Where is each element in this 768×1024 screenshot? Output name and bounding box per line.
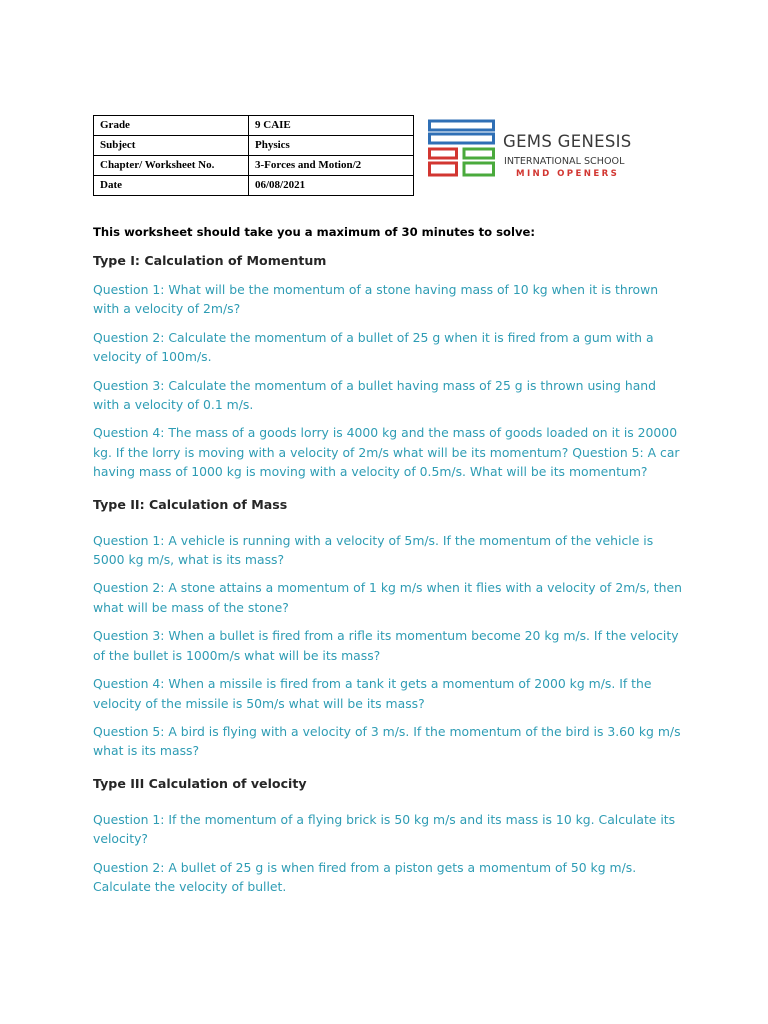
question: Question 1: A vehicle is running with a velocity of 5m/s. If the momentum of the vehicle is 5000 kg m/s, what is its mass? (93, 532, 654, 568)
table-row (94, 136, 414, 156)
logo-mark-icon (428, 119, 498, 179)
intro-text: This worksheet should take you a maximum of 30 minutes to solve: (93, 225, 536, 239)
date-label: Date (94, 176, 249, 196)
chapter-label: Chapter/ Worksheet No. (94, 156, 249, 176)
section-momentum (93, 252, 683, 482)
section-heading: Type II: Calculation of Mass (93, 496, 288, 512)
info-table (93, 115, 414, 196)
subject-value: Physics (249, 136, 414, 156)
question: Question 2: Calculate the momentum of a bullet of 25 g when it is fired from a gum with a velocity of 100m/s. (93, 329, 654, 365)
school-tagline: MIND OPENERS (516, 169, 620, 179)
question: Question 2: A stone attains a momentum of 1 kg m/s when it flies with a velocity of 2m/s, then what will be mass of the stone? (93, 580, 682, 615)
question: Question 4: When a missile is fired from a tank it gets a momentum of 2000 kg m/s. If the velocity of the missile is 50m/s what will be its mass? (93, 676, 652, 711)
subject-label: Subject (94, 136, 249, 156)
table-row (94, 116, 414, 136)
table-row (94, 176, 414, 196)
school-name: GEMS GENESIS (503, 132, 632, 151)
table-row (94, 156, 414, 176)
chapter-value: 3-Forces and Motion/2 (249, 156, 414, 176)
section-heading: Type III Calculation of velocity (93, 775, 307, 791)
question: Question 5: A bird is flying with a velocity of 3 m/s. If the momentum of the bird is 3.60 kg m/s what is its mass? (93, 723, 681, 759)
question: Question 3: Calculate the momentum of a bullet having mass of 25 g is thrown using hand with a velocity of 0.1 m/s. (93, 377, 657, 413)
question: Question 3: When a bullet is fired from a rifle its momentum become 20 kg m/s. If the velocity of the bullet is 1000m/s what will be its mass? (93, 628, 679, 663)
section-velocity (93, 775, 683, 897)
question: Question 2: A bullet of 25 g is when fired from a piston gets a momentum of 50 kg m/s. Calculate the velocity of bullet. (93, 859, 637, 894)
worksheet-content (93, 222, 683, 896)
date-value: 06/08/2021 (249, 176, 414, 196)
section-mass (93, 496, 683, 761)
school-subtitle: INTERNATIONAL SCHOOL (504, 156, 625, 167)
school-logo (428, 119, 654, 179)
question: Question 1: If the momentum of a flying brick is 50 kg m/s and its mass is 10 kg. Calculate its velocity? (93, 811, 676, 847)
grade-label: Grade (94, 116, 249, 136)
grade-value: 9 CAIE (249, 116, 414, 136)
section-heading: Type I: Calculation of Momentum (93, 253, 327, 268)
question: Question 4: The mass of a goods lorry is 4000 kg and the mass of goods loaded on it is 20000 kg. If the lorry is moving with a velocity of 2m/s what will be its momentum? Question 5: A car having mass of 1000 kg is moving with a velocity of 0.5m/s. What will be its momentum? (93, 425, 680, 480)
question: Question 1: What will be the momentum of a stone having mass of 10 kg when it is thrown with a velocity of 2m/s? (93, 282, 659, 317)
